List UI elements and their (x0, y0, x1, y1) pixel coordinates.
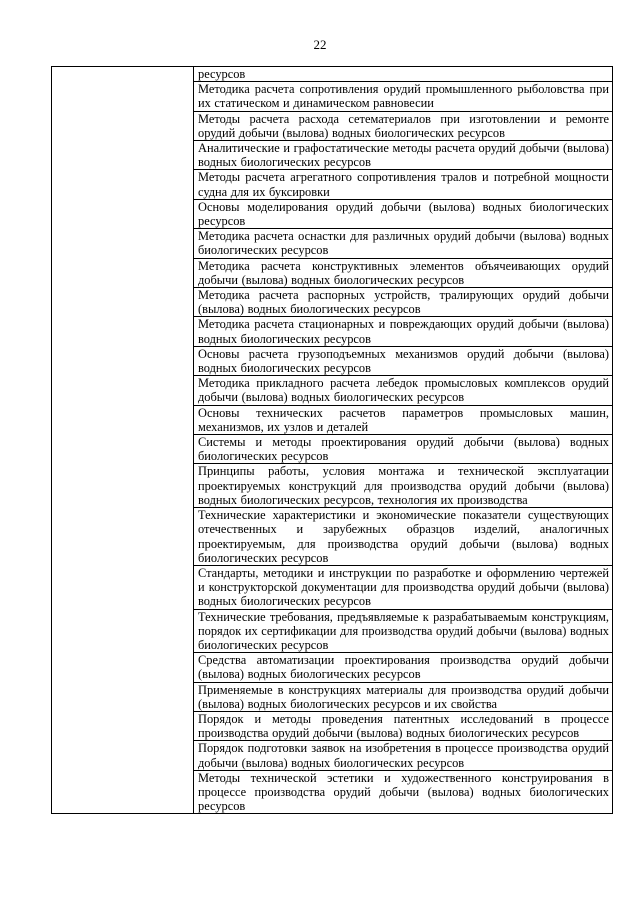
table-cell (194, 435, 613, 464)
table-cell (194, 653, 613, 682)
table-cell (194, 508, 613, 566)
knowledge-table-body (52, 67, 613, 814)
table-cell (194, 711, 613, 740)
table-cell (194, 141, 613, 170)
table-cell (194, 565, 613, 609)
cell-text: Методы технической эстетики и художественного конструирования в процессе производства орудий добычи (вылова) водных биологических ресурсов (198, 770, 609, 814)
cell-text: Методы расчета расхода сетематериалов при изготовлении и ремонте орудий добычи (вылова) водных биологических ресурсов (198, 111, 609, 140)
cell-text: Технические характеристики и экономические показатели существующих отечественных и зарубежных образцов изделий, аналогичных проектируемым, для производства орудий добычи (вылова) водных биологических ресурсов (198, 508, 609, 565)
table-cell (194, 405, 613, 434)
table-cell (194, 170, 613, 199)
cell-text: Стандарты, методики и инструкции по разработке и оформлению чертежей и конструкторской документации для производства орудий добычи (вылова) водных биологических ресурсов (198, 565, 609, 609)
cell-text: Системы и методы проектирования орудий добычи (вылова) водных биологических ресурсов (198, 435, 609, 464)
cell-text: Аналитические и графостатические методы расчета орудий добычи (вылова) водных биологических ресурсов (198, 141, 609, 170)
cell-text: Методика расчета оснастки для различных орудий добычи (вылова) водных биологических ресурсов (198, 229, 609, 258)
cell-text: ресурсов (198, 67, 246, 81)
table-cell (194, 288, 613, 317)
table-cell (194, 67, 613, 82)
table-cell (194, 82, 613, 111)
cell-text: Применяемые в конструкциях материалы для производства орудий добычи (вылова) водных биологических ресурсов и их свойства (198, 682, 609, 711)
cell-text: Методика прикладного расчета лебедок промысловых комплексов орудий добычи (вылова) водных биологических ресурсов (198, 376, 609, 405)
empty-left-cell (52, 67, 194, 814)
cell-text: Порядок подготовки заявок на изобретения в процессе производства орудий добычи (вылова) водных биологических ресурсов (198, 741, 609, 770)
table-cell (194, 258, 613, 287)
cell-text: Методика расчета распорных устройств, тралирующих орудий добычи (вылова) водных биологических ресурсов (198, 288, 609, 317)
table-cell (194, 346, 613, 375)
table-cell (194, 317, 613, 346)
table-cell (194, 609, 613, 653)
cell-text: Средства автоматизации проектирования производства орудий добычи (вылова) водных биологических ресурсов (198, 653, 609, 682)
table-cell (194, 770, 613, 814)
cell-text: Методика расчета сопротивления орудий промышленного рыболовства при их статическом и динамическом равновесии (198, 82, 609, 111)
cell-text: Методика расчета стационарных и повреждающих орудий добычи (вылова) водных биологических ресурсов (198, 317, 609, 346)
knowledge-table (51, 66, 613, 814)
table-row (52, 67, 613, 82)
table-cell (194, 682, 613, 711)
cell-text: Основы технических расчетов параметров промысловых машин, механизмов, их узлов и деталей (198, 405, 609, 434)
table-cell (194, 741, 613, 770)
cell-text: Методы расчета агрегатного сопротивления тралов и потребной мощности судна для их буксировки (198, 170, 609, 199)
cell-text: Порядок и методы проведения патентных исследований в процессе производства орудий добычи (вылова) водных биологических ресурсов (198, 711, 609, 741)
table-cell (194, 376, 613, 405)
table-cell (194, 464, 613, 508)
table-cell (194, 199, 613, 228)
cell-text: Основы расчета грузоподъемных механизмов орудий добычи (вылова) водных биологических ресурсов (198, 346, 609, 376)
table-cell (194, 229, 613, 258)
cell-text: Методика расчета конструктивных элементов объячеивающих орудий добычи (вылова) водных биологических ресурсов (198, 258, 609, 287)
cell-text: Технические требования, предъявляемые к разрабатываемым конструкциям, порядок их сертификации для производства орудий добычи (вылова) водных биологических ресурсов (198, 609, 609, 652)
page-number: 22 (313, 37, 327, 52)
table-cell (194, 111, 613, 140)
cell-text: Основы моделирования орудий добычи (вылова) водных биологических ресурсов (198, 199, 609, 229)
cell-text: Принципы работы, условия монтажа и технической эксплуатации проектируемых конструкций для производства орудий добычи (вылова) водных биологических ресурсов, технология их производства (198, 464, 609, 507)
